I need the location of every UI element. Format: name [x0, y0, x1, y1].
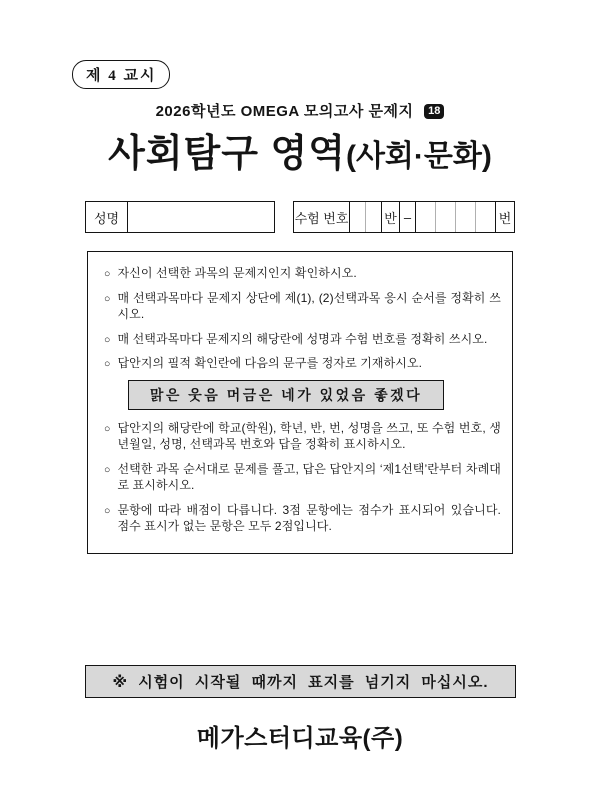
- instruction-item: [104, 331, 501, 348]
- instruction-item: [104, 420, 501, 453]
- class-suffix-label: 반: [382, 202, 400, 232]
- bullet-icon: ○: [104, 333, 111, 346]
- name-input-area: [128, 202, 274, 232]
- instruction-text: 자신이 선택한 과목의 문제지인지 확인하시오.: [117, 266, 357, 280]
- instruction-text: 매 선택과목마다 문제지 상단에 제(1), (2)선택과목 응시 순서를 정확히 쓰시오.: [117, 290, 501, 322]
- handwriting-check-phrase: 맑은 웃음 머금은 네가 있었음 좋겠다: [128, 380, 444, 410]
- instruction-item: [104, 290, 501, 323]
- exam-number-cell: [350, 202, 366, 232]
- exam-subtitle: 2026학년도 OMEGA 모의고사 문제지: [155, 103, 414, 120]
- page-title-sub: (사회·문화): [345, 140, 492, 173]
- instruction-item: [104, 461, 501, 494]
- booklet-number-badge: 18: [424, 104, 444, 119]
- exam-number-cell: [366, 202, 382, 232]
- exam-number-box: [293, 201, 515, 233]
- bullet-icon: ○: [104, 358, 111, 371]
- exam-number-cell: [436, 202, 456, 232]
- instruction-text: 선택한 과목 순서대로 문제를 풀고, 답은 답안지의 ‘제1선택’란부터 차례대로 표시하시오.: [117, 461, 501, 493]
- exam-number-cell: [416, 202, 436, 232]
- instructions-box: [87, 251, 513, 554]
- page-title-main: 사회탐구 영역: [108, 133, 346, 175]
- instruction-text: 답안지의 필적 확인란에 다음의 문구를 정자로 기재하시오.: [117, 356, 423, 371]
- exam-subtitle-row: [0, 100, 600, 121]
- number-suffix-label: 번: [498, 210, 512, 226]
- instruction-text: 문항에 따라 배점이 다릅니다. 3점 문항에는 점수가 표시되어 있습니다. 점수 표시가 없는 문항은 모두 2점입니다.: [117, 502, 501, 534]
- name-field-box: [85, 201, 275, 233]
- bullet-icon: ○: [104, 422, 111, 435]
- instruction-item: [104, 502, 501, 535]
- instruction-text: 매 선택과목마다 문제지의 해당란에 성명과 수험 번호를 정확히 쓰시오.: [117, 331, 488, 346]
- period-badge: 제 4 교시: [72, 60, 170, 89]
- instruction-text: 답안지의 해당란에 학교(학원), 학년, 반, 번, 성명을 쓰고, 또 수험 번호, 생년월일, 성명, 선택과목 번호와 답을 정확히 표시하시오.: [117, 420, 501, 452]
- instruction-item: [104, 265, 501, 282]
- exam-number-cell: [456, 202, 476, 232]
- bullet-icon: ○: [104, 504, 111, 517]
- publisher-name: 메가스터디교육(주): [196, 725, 404, 752]
- do-not-turn-page-notice: ※ 시험이 시작될 때까지 표지를 넘기지 마십시오.: [85, 665, 516, 698]
- name-label: 성명: [86, 202, 128, 232]
- separator-cell: –: [400, 202, 416, 232]
- exam-number-label: 수험 번호: [294, 202, 350, 232]
- bullet-icon: ○: [104, 463, 111, 476]
- page-title: [0, 122, 600, 177]
- instruction-item: [104, 355, 501, 372]
- bullet-icon: ○: [104, 268, 111, 280]
- bullet-icon: ○: [104, 292, 111, 305]
- exam-number-cell: [476, 202, 496, 232]
